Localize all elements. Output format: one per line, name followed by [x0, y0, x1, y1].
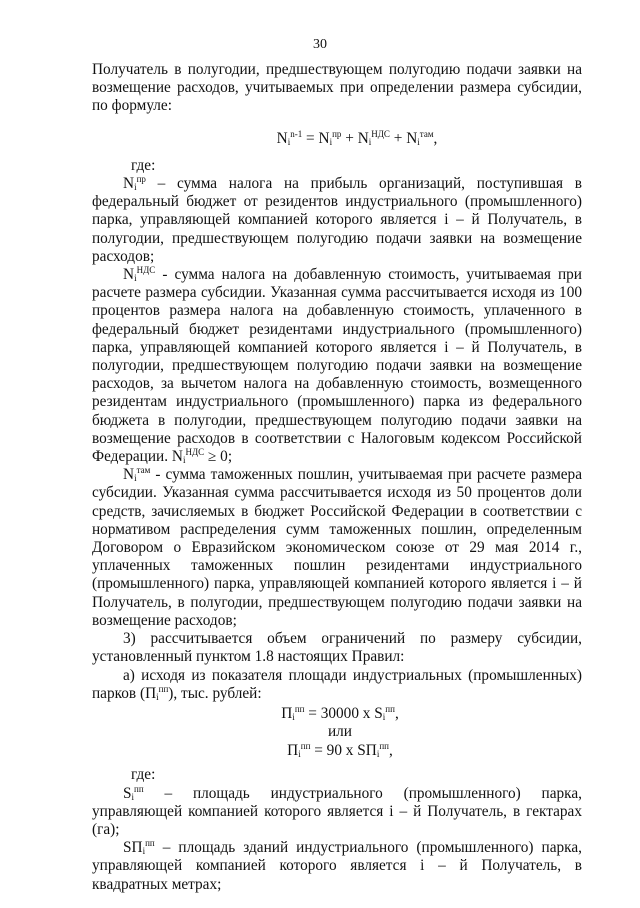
definition-park-area: $S_i^{пп}$ – площадь индустриального (промышленного) парка, управляющей компанией которого является i – й Получатель, в гектарах (га); [92, 783, 582, 839]
definition-vat: $N_i^{НДС}$ - сумма налога на добавленную стоимость, учитываемая при расчете размера субсидии. Указанная сумма рассчитывается исходя из 100 процентов размера налога на добавленную стоимость, уплаченного в федеральный бюджет резидентами индустриального (промышленного) парка, управляющей компанией которого является i – й Получатель, в полугодии, предшествующем полугодию подачи заявки на возмещение расходов, за вычетом налога на добавленную стоимость, возмещенного резидентам индустриального (промышленного) парка из федерального бюджета в полугодии, предшествующем полугодию подачи заявки на возмещение расходов в соответствии с Налоговым кодексом Российской Федерации. $N_i^{НДС} \ge 0$; [92, 265, 582, 466]
document-body [92, 61, 582, 894]
formula-tax-sum: $N_i^{n-1} = N_i^{пр} + N_i^{НДС} + N_i^{там}$, [276, 128, 438, 147]
item-a-paragraph: а) исходя из показателя площади индустриальных (промышленных) парков $(П_i^{пп})$, тыс. рублей: [92, 666, 582, 702]
formula-lhs: $N_i^{n-1}$ [276, 128, 303, 147]
formula-term-nds: $N_i^{НДС}$ [357, 128, 390, 147]
symbol-n-tam: $N_i^{там}$ [123, 465, 151, 484]
formula-term-pr: $N_i^{пр}$ [318, 128, 342, 147]
symbol-p-pp: $П_i^{пп}$ [145, 683, 169, 702]
formula-area-line: $П_i^{пп} = 30000$ x $S_i^{пп}$, [281, 703, 399, 722]
symbol-n-pr: $N_i^{пр}$ [123, 174, 146, 193]
vat-condition: $N_i^{НДС} \ge 0$; [171, 447, 233, 466]
where-label: где: [131, 156, 156, 174]
symbol-s-pp: $S_i^{пп}$ [123, 783, 144, 802]
definition-customs: $N_i^{там}$ - сумма таможенных пошлин, учитываемая при расчете размера субсидии. Указанная сумма рассчитывается исходя из 50 процентов доли средств, зачисляемых в бюджет Российской Федерации в соответствии с нормативом распределения сумм таможенных пошлин, определенным Договором о Евразийском экономическом союзе от 29 мая 2014 г., уплаченных таможенных пошлин резидентами индустриального (промышленного) парка, управляющей компанией которого является i – й Получатель, в полугодии, предшествующем полугодию подачи заявки на возмещение расходов; [92, 465, 582, 629]
formula-building-line: $П_i^{пп} = 90$ x $SП_i^{пп}$, [287, 740, 393, 759]
symbol-n-nds: $N_i^{НДС}$ [123, 265, 156, 284]
formula-area-limit [98, 705, 582, 761]
item-3-paragraph: 3) рассчитывается объем ограничений по размеру субсидии, установленный пунктом 1.8 настоящих Правил: [92, 630, 582, 666]
page-number: 30 [313, 37, 327, 52]
formula-term-tam: $N_i^{там}$ [406, 128, 434, 147]
symbol-sp-pp: $SП_i^{пп}$ [123, 838, 155, 857]
where-label-2: где: [131, 766, 156, 784]
formula-or: или [327, 723, 352, 741]
intro-paragraph: Получатель в полугодии, предшествующем полугодию подачи заявки на возмещение расходов, учитываемых при определении размера субсидии, по формуле: [92, 61, 582, 115]
definition-building-area: $SП_i^{пп}$ – площадь зданий индустриального (промышленного) парка, управляющей компанией которого является i – й Получатель, в квадратных метрах; [92, 838, 582, 893]
definition-profit-tax: $N_i^{пр}$ – сумма налога на прибыль организаций, поступившая в федеральный бюджет от резидентов индустриального (промышленного) парка, управляющей компанией которого является i – й Получатель, в полугодии, предшествующем полугодию подачи заявки на возмещение расходов; [92, 174, 582, 265]
